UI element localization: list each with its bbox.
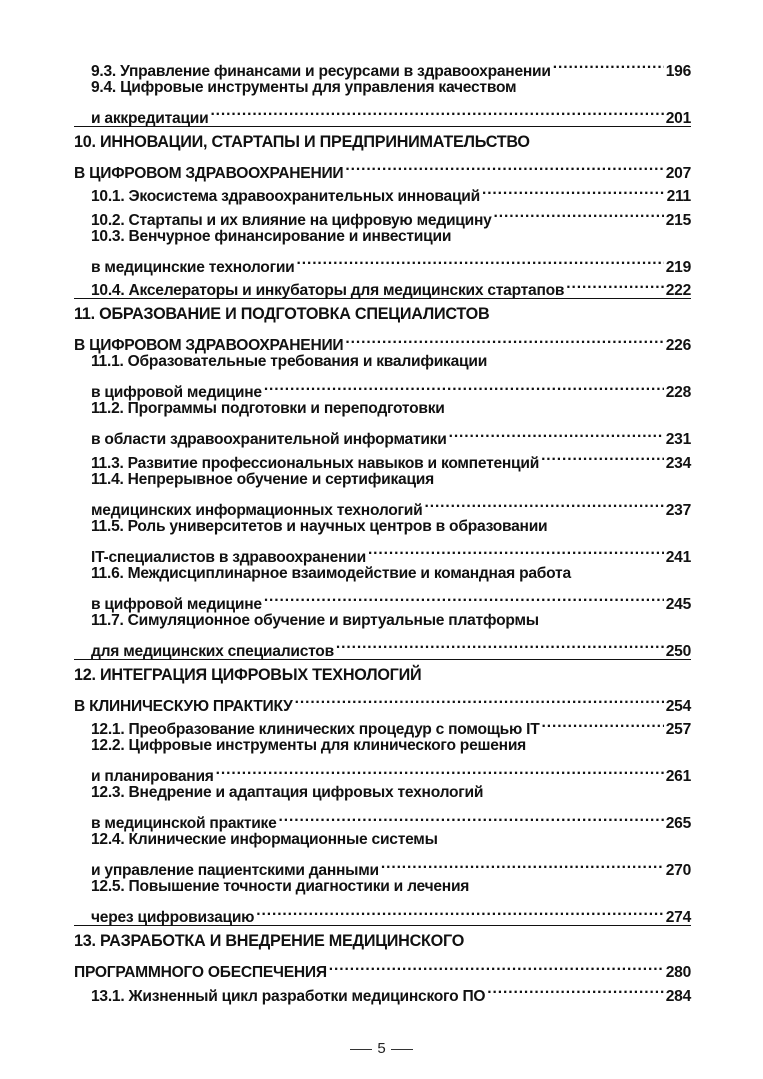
toc-entry-title-line: 10.4. Акселераторы и инкубаторы для медицинских стартапов (91, 282, 565, 299)
toc-chapter-entry[interactable] (74, 303, 691, 354)
toc-page-number: 250 (665, 642, 691, 660)
dot-leader (210, 99, 663, 123)
toc-page-number: 280 (665, 964, 691, 981)
toc-entry-title-line: 10. ИННОВАЦИИ, СТАРТАПЫ И ПРЕДПРИНИМАТЕЛЬСТВО (74, 132, 530, 151)
dot-leader (553, 52, 664, 76)
toc-entry-title-line: 9.4. Цифровые инструменты для управления качеством (91, 78, 517, 96)
toc-page-number: 245 (665, 595, 691, 613)
toc-page-number: 254 (665, 697, 691, 715)
toc-page-number: 284 (665, 987, 691, 1005)
toc-page-number: 211 (666, 188, 691, 205)
toc-page-number: 237 (665, 501, 691, 519)
toc-entry-title-line: 12.4. Клинические информационные системы (91, 831, 438, 848)
toc-entry-title-line: в цифровой медицине (91, 595, 262, 613)
toc-entry-title-line: 11.1. Образовательные требования и квалификации (91, 353, 488, 370)
toc-entry-title-line: в области здравоохранительной информатики (91, 431, 447, 448)
toc-section-entry[interactable] (74, 562, 691, 613)
toc-entry-title-line: В КЛИНИЧЕСКУЮ ПРАКТИКУ (74, 697, 293, 715)
footer-dash-left (350, 1049, 372, 1050)
toc-entry-title-line: 13. РАЗРАБОТКА И ВНЕДРЕНИЕ МЕДИЦИНСКОГО (74, 932, 465, 950)
toc-entry-title-line: 10.3. Венчурное финансирование и инвестиции (91, 227, 452, 245)
dot-leader (482, 178, 665, 202)
toc-entry-title-line: через цифровизацию (91, 909, 255, 926)
toc-section-entry[interactable] (74, 875, 691, 926)
dot-leader (297, 248, 664, 272)
toc-section-entry[interactable] (74, 178, 691, 205)
dot-leader (494, 201, 664, 225)
toc-section-entry[interactable] (74, 609, 691, 660)
dot-leader (256, 899, 663, 923)
toc-entry-title-line: 11.4. Непрерывное обучение и сертификация (91, 470, 434, 488)
toc-chapter-entry[interactable] (74, 930, 691, 981)
toc-section-entry[interactable] (74, 201, 691, 229)
dot-leader (264, 585, 664, 609)
toc-entry-title-line: В ЦИФРОВОМ ЗДРАВООХРАНЕНИИ (74, 164, 344, 182)
toc-entry-title-line: для медицинских специалистов (91, 642, 334, 660)
toc-section-entry[interactable] (74, 272, 691, 299)
toc-section-entry[interactable] (74, 444, 691, 472)
toc-entry-title-line: 11. ОБРАЗОВАНИЕ И ПОДГОТОВКА СПЕЦИАЛИСТОВ (74, 305, 490, 323)
toc-page-number: 274 (665, 909, 691, 926)
toc-page-number: 257 (665, 721, 691, 738)
toc-entry-title-line: и аккредитации (91, 109, 209, 127)
toc-section-entry[interactable] (74, 977, 691, 1005)
footer-dash-right (391, 1049, 413, 1050)
dot-leader (487, 977, 663, 1001)
toc-entry-title-line: IT-специалистов в здравоохранении (91, 548, 366, 566)
table-of-contents (74, 52, 691, 1005)
toc-entry-title-line: 11.2. Программы подготовки и переподготовки (91, 400, 445, 417)
dot-leader (345, 154, 663, 178)
toc-page-number: 215 (665, 211, 691, 229)
toc-entry-title-line: 12.3. Внедрение и адаптация цифровых технологий (91, 784, 484, 801)
toc-page-number: 228 (665, 384, 691, 401)
toc-entry-title-line: 12.2. Цифровые инструменты для клинического решения (91, 737, 527, 754)
toc-entry-title-line: В ЦИФРОВОМ ЗДРАВООХРАНЕНИИ (74, 337, 344, 354)
toc-chapter-entry[interactable] (74, 664, 691, 715)
dot-leader (345, 327, 663, 351)
toc-entry-title-line: 10.1. Экосистема здравоохранительных инноваций (91, 188, 480, 205)
toc-section-entry[interactable] (74, 711, 691, 738)
toc-section-entry[interactable] (74, 350, 691, 401)
page-footer (0, 1040, 763, 1057)
toc-section-entry[interactable] (74, 468, 691, 519)
toc-entry-title-line: 11.3. Развитие профессиональных навыков и компетенций (91, 454, 540, 472)
dot-leader (542, 711, 664, 735)
toc-page-number: 226 (665, 337, 691, 354)
toc-page-number: 261 (665, 768, 691, 785)
toc-entry-title-line: ПРОГРАММНОГО ОБЕСПЕЧЕНИЯ (74, 964, 327, 981)
dot-leader (336, 632, 664, 656)
toc-section-entry[interactable] (74, 397, 691, 448)
toc-page-number: 241 (665, 548, 691, 566)
toc-entry-title-line: в медицинской практике (91, 815, 277, 832)
toc-section-entry[interactable] (74, 515, 691, 566)
toc-page-number: 219 (665, 258, 691, 276)
toc-page-number: 196 (665, 62, 691, 80)
toc-entry-title-line: 12.5. Повышение точности диагностики и лечения (91, 878, 470, 895)
toc-entry-title-line: 12. ИНТЕГРАЦИЯ ЦИФРОВЫХ ТЕХНОЛОГИЙ (74, 665, 422, 684)
toc-entry-title-line: 11.6. Междисциплинарное взаимодействие и командная работа (91, 564, 571, 582)
dot-leader (279, 805, 664, 829)
toc-entry-title-line: медицинских информационных технологий (91, 501, 423, 519)
toc-section-entry[interactable] (74, 52, 691, 80)
toc-section-entry[interactable] (74, 781, 691, 832)
dot-leader (424, 491, 663, 515)
toc-entry-title-line: 9.3. Управление финансами и ресурсами в здравоохранении (91, 62, 551, 80)
toc-entry-title-line: в медицинские технологии (91, 258, 295, 276)
toc-chapter-entry[interactable] (74, 131, 691, 182)
toc-page-number: 207 (665, 164, 691, 182)
dot-leader (541, 444, 664, 468)
toc-entry-title-line: и управление пациентскими данными (91, 862, 379, 879)
dot-leader (566, 272, 663, 296)
toc-page-number: 265 (665, 815, 691, 832)
toc-page-number: 231 (665, 431, 691, 448)
toc-entry-title-line: 10.2. Стартапы и их влияние на цифровую медицину (91, 211, 492, 229)
page-number: 5 (377, 1040, 386, 1057)
toc-entry-title-line: в цифровой медицине (91, 384, 262, 401)
dot-leader (449, 421, 664, 445)
toc-page-number: 222 (665, 282, 691, 299)
toc-entry-title-line: 11.5. Роль университетов и научных центров в образовании (91, 517, 548, 535)
dot-leader (216, 758, 664, 782)
dot-leader (368, 538, 664, 562)
toc-entry-title-line: 11.7. Симуляционное обучение и виртуальные платформы (91, 611, 539, 629)
toc-entry-title-line: 12.1. Преобразование клинических процедур с помощью IT (91, 721, 540, 738)
toc-page-number: 201 (665, 109, 691, 127)
toc-section-entry[interactable] (74, 76, 691, 127)
toc-entry-title-line: 13.1. Жизненный цикл разработки медицинского ПО (91, 987, 486, 1005)
dot-leader (295, 687, 664, 711)
toc-page-number: 270 (665, 862, 691, 879)
toc-section-entry[interactable] (74, 225, 691, 276)
dot-leader (329, 954, 664, 978)
toc-section-entry[interactable] (74, 734, 691, 785)
toc-section-entry[interactable] (74, 828, 691, 879)
dot-leader (381, 852, 664, 876)
dot-leader (264, 374, 664, 398)
toc-page-number: 234 (665, 454, 691, 472)
toc-entry-title-line: и планирования (91, 768, 214, 785)
